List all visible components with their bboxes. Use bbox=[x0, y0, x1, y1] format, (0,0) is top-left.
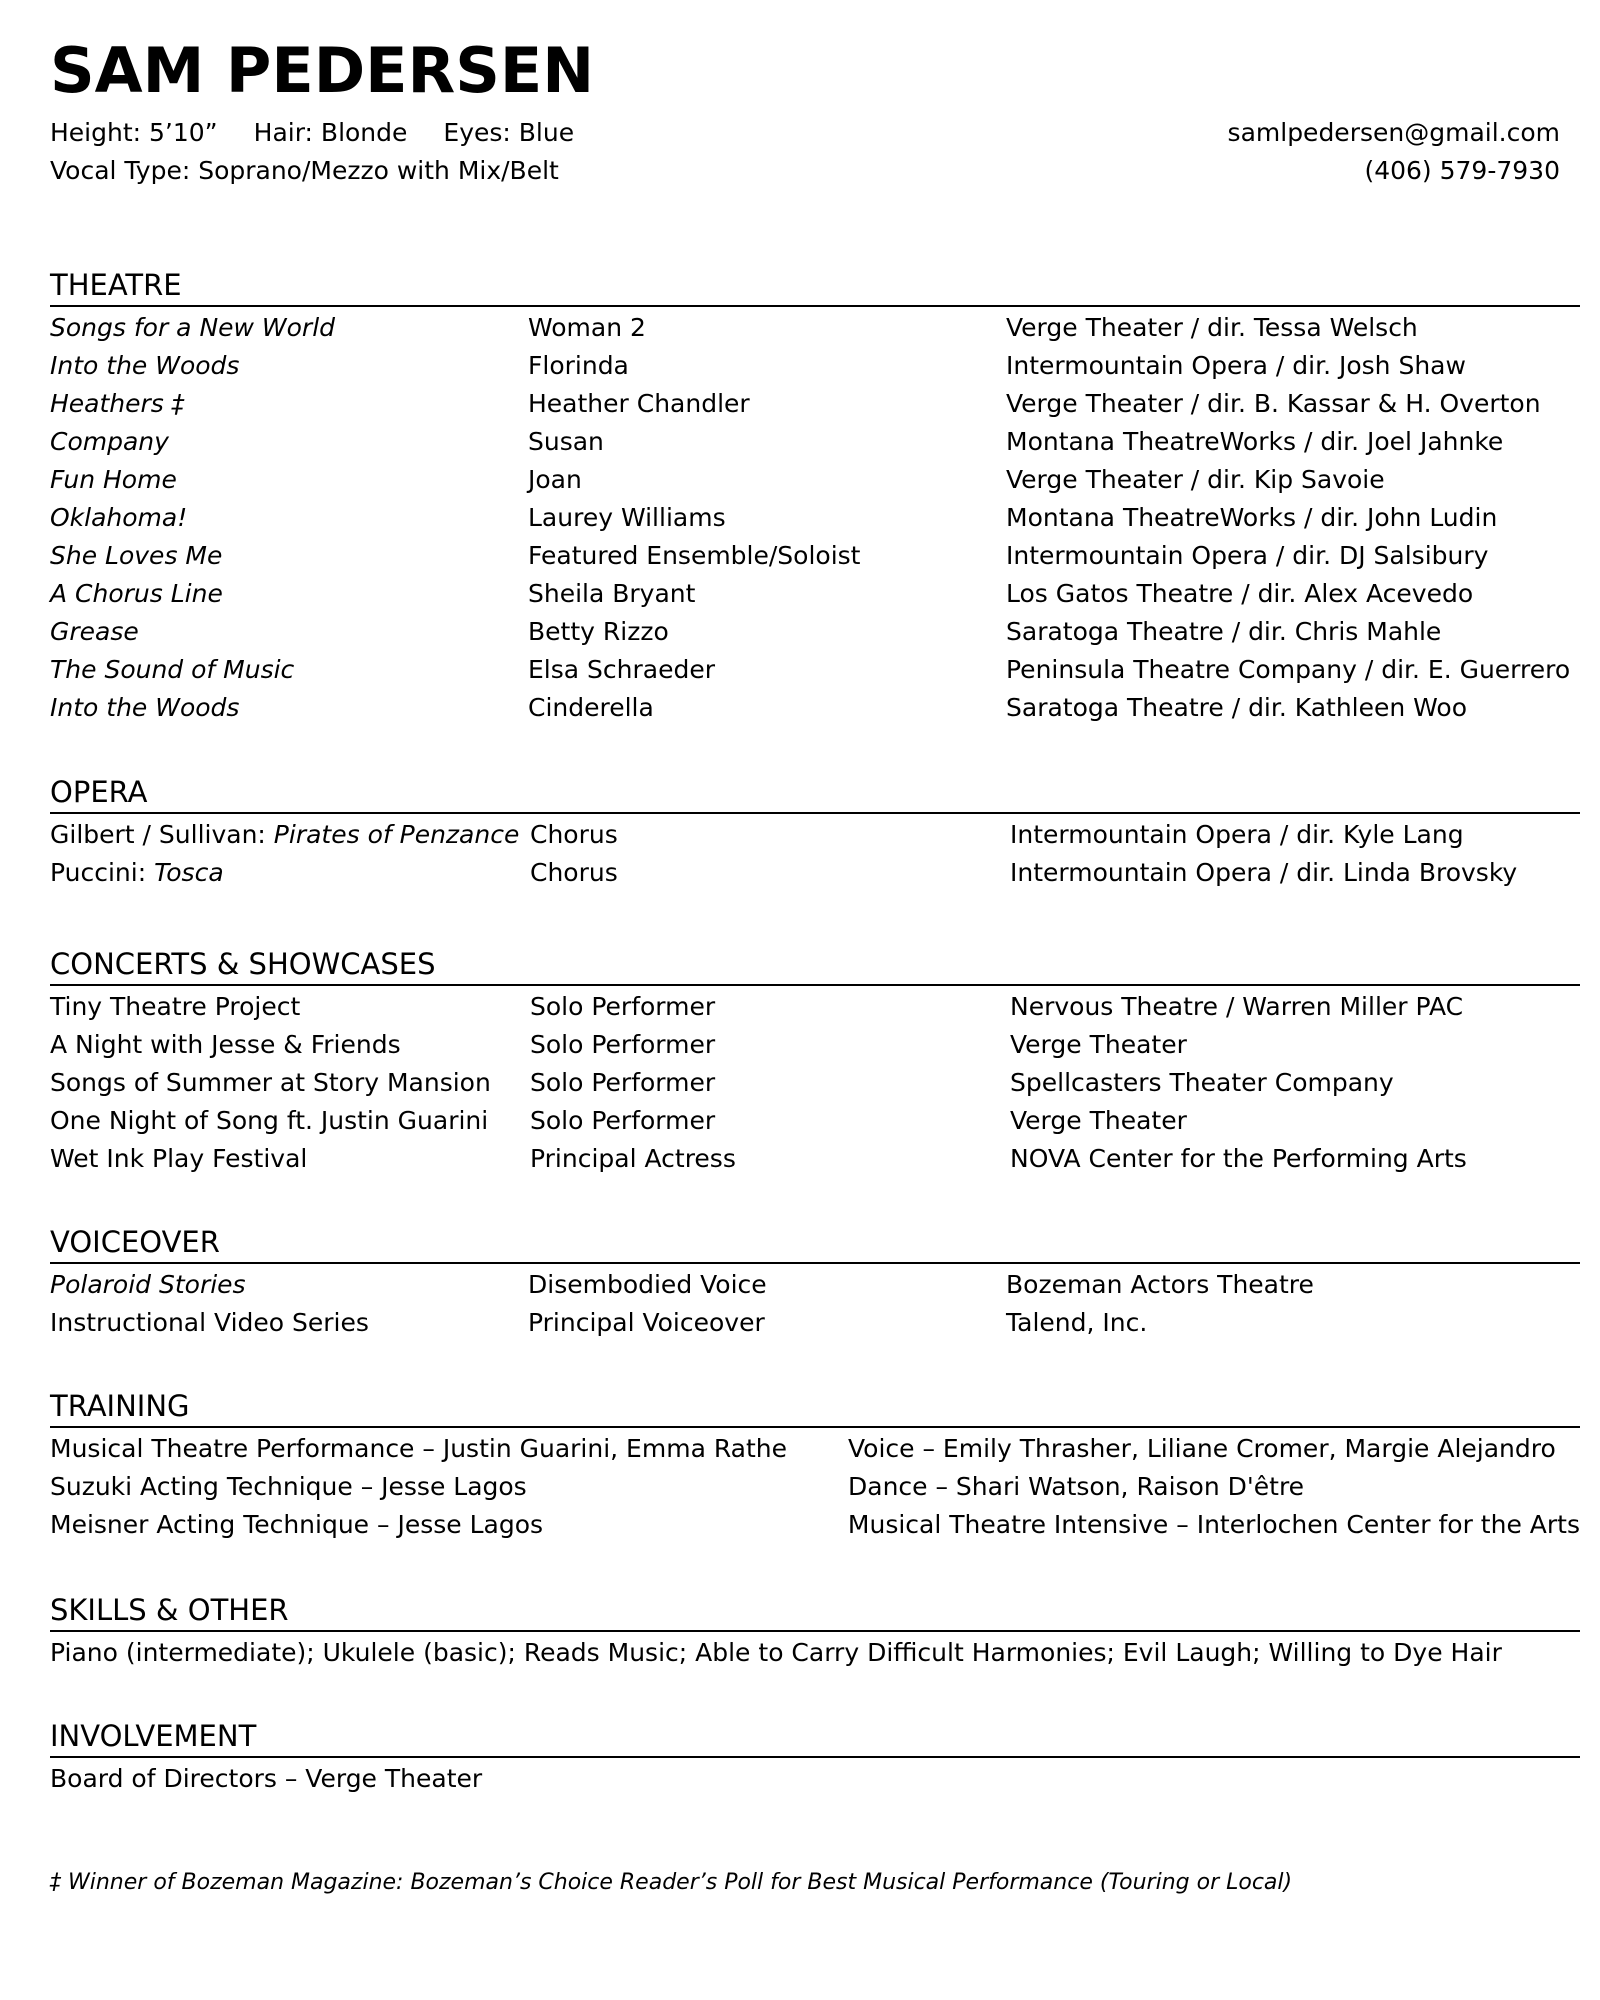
role: Heather Chandler bbox=[528, 389, 750, 418]
phone-text: (406) 579-7930 bbox=[1364, 156, 1560, 185]
table-row bbox=[50, 347, 1580, 385]
show-title: Fun Home bbox=[50, 465, 177, 494]
table-row bbox=[50, 988, 1580, 1026]
table-row bbox=[50, 1304, 1580, 1342]
training-item: Dance – Shari Watson, Raison D'être bbox=[848, 1472, 1305, 1501]
venue: Montana TheatreWorks / dir. John Ludin bbox=[1006, 503, 1498, 532]
show-title: Company bbox=[50, 427, 169, 456]
event: Songs of Summer at Story Mansion bbox=[50, 1068, 491, 1097]
table-row bbox=[50, 651, 1580, 689]
involvement-text: Board of Directors – Verge Theater bbox=[50, 1764, 483, 1793]
role: Florinda bbox=[528, 351, 629, 380]
table-row bbox=[50, 1102, 1580, 1140]
venue: Verge Theater bbox=[1010, 1030, 1187, 1059]
venue: Nervous Theatre / Warren Miller PAC bbox=[1010, 992, 1464, 1021]
role: Cinderella bbox=[528, 693, 654, 722]
venue: Saratoga Theatre / dir. Kathleen Woo bbox=[1006, 693, 1468, 722]
venue: Verge Theater / dir. Tessa Welsch bbox=[1006, 313, 1418, 342]
table-row bbox=[50, 423, 1580, 461]
training-item: Meisner Acting Technique – Jesse Lagos bbox=[50, 1510, 544, 1539]
role: Woman 2 bbox=[528, 313, 646, 342]
role: Betty Rizzo bbox=[528, 617, 669, 646]
table-row bbox=[50, 309, 1580, 347]
table-row bbox=[50, 537, 1580, 575]
table-row bbox=[50, 689, 1580, 727]
table-row bbox=[50, 499, 1580, 537]
concerts-section bbox=[50, 944, 1580, 1178]
show-title: Into the Woods bbox=[50, 351, 240, 380]
venue: Bozeman Actors Theatre bbox=[1006, 1270, 1314, 1299]
event: A Night with Jesse & Friends bbox=[50, 1030, 401, 1059]
section-title: VOICEOVER bbox=[50, 1222, 1580, 1264]
section-title: CONCERTS & SHOWCASES bbox=[50, 944, 1580, 986]
table-row bbox=[50, 1468, 1580, 1506]
role: Elsa Schraeder bbox=[528, 655, 715, 684]
vocal-type-text: Vocal Type: Soprano/Mezzo with Mix/Belt bbox=[50, 156, 559, 185]
show-title: Grease bbox=[50, 617, 139, 646]
training-item: Suzuki Acting Technique – Jesse Lagos bbox=[50, 1472, 527, 1501]
venue: Peninsula Theatre Company / dir. E. Guerrero bbox=[1006, 655, 1571, 684]
involvement-section bbox=[50, 1716, 1580, 1798]
show-title: Into the Woods bbox=[50, 693, 240, 722]
voiceover-section bbox=[50, 1222, 1580, 1342]
venue: Verge Theater / dir. B. Kassar & H. Overton bbox=[1006, 389, 1541, 418]
email-link[interactable]: samlpedersen@gmail.com bbox=[1227, 118, 1560, 147]
training-item: Musical Theatre Intensive – Interlochen Center for the Arts bbox=[847, 1510, 1580, 1539]
composer: Puccini: bbox=[50, 858, 155, 887]
role: Principal Actress bbox=[530, 1144, 736, 1173]
role: Solo Performer bbox=[530, 1106, 716, 1135]
composer: Gilbert / Sullivan: bbox=[50, 820, 274, 849]
skills-section bbox=[50, 1590, 1580, 1672]
table-row bbox=[50, 1266, 1580, 1304]
venue: Intermountain Opera / dir. Kyle Lang bbox=[1010, 820, 1464, 849]
work-title: Pirates of Penzance bbox=[273, 820, 520, 849]
role: Chorus bbox=[530, 820, 618, 849]
venue: Spellcasters Theater Company bbox=[1010, 1068, 1394, 1097]
section-title: INVOLVEMENT bbox=[50, 1716, 1580, 1758]
table-row bbox=[50, 613, 1580, 651]
work-title: Tosca bbox=[154, 858, 224, 887]
table-row bbox=[50, 816, 1580, 854]
section-title: TRAINING bbox=[50, 1386, 1580, 1428]
theatre-section bbox=[50, 265, 1580, 727]
role: Sheila Bryant bbox=[528, 579, 696, 608]
role: Joan bbox=[528, 465, 582, 494]
opera-section bbox=[50, 772, 1580, 892]
show-title: She Loves Me bbox=[50, 541, 223, 570]
show-title: Heathers ‡ bbox=[50, 389, 185, 418]
contact-block bbox=[50, 114, 1560, 190]
project: Instructional Video Series bbox=[50, 1308, 369, 1337]
venue: Intermountain Opera / dir. Linda Brovsky bbox=[1010, 858, 1518, 887]
resume-page bbox=[50, 30, 1580, 1895]
performer-name: SAM PEDERSEN bbox=[50, 34, 595, 107]
eyes-text: Eyes: Blue bbox=[443, 118, 575, 147]
table-row bbox=[50, 1430, 1580, 1468]
contact-info bbox=[1228, 114, 1560, 190]
table-row bbox=[50, 575, 1580, 613]
role: Solo Performer bbox=[530, 1030, 716, 1059]
table-row bbox=[50, 385, 1580, 423]
role: Solo Performer bbox=[530, 1068, 716, 1097]
training-section bbox=[50, 1386, 1580, 1544]
show-title: Oklahoma! bbox=[50, 503, 188, 532]
venue: Los Gatos Theatre / dir. Alex Acevedo bbox=[1006, 579, 1474, 608]
show-title: A Chorus Line bbox=[50, 579, 223, 608]
hair-text: Hair: Blonde bbox=[253, 118, 408, 147]
show-title: The Sound of Music bbox=[50, 655, 295, 684]
section-title: OPERA bbox=[50, 772, 1580, 814]
project: Polaroid Stories bbox=[50, 1270, 246, 1299]
show-title: Songs for a New World bbox=[50, 313, 336, 342]
training-item: Musical Theatre Performance – Justin Guarini, Emma Rathe bbox=[50, 1434, 787, 1463]
event: One Night of Song ft. Justin Guarini bbox=[50, 1106, 489, 1135]
venue: Intermountain Opera / dir. Josh Shaw bbox=[1006, 351, 1466, 380]
role: Laurey Williams bbox=[528, 503, 726, 532]
event: Tiny Theatre Project bbox=[50, 992, 301, 1021]
role: Disembodied Voice bbox=[528, 1270, 767, 1299]
role: Solo Performer bbox=[530, 992, 716, 1021]
role: Featured Ensemble/Soloist bbox=[528, 541, 861, 570]
table-row bbox=[50, 1026, 1580, 1064]
venue: Talend, Inc. bbox=[1006, 1308, 1148, 1337]
venue: Saratoga Theatre / dir. Chris Mahle bbox=[1006, 617, 1442, 646]
event: Wet Ink Play Festival bbox=[50, 1144, 308, 1173]
venue: Verge Theater bbox=[1010, 1106, 1187, 1135]
table-row bbox=[50, 854, 1580, 892]
venue: Verge Theater / dir. Kip Savoie bbox=[1006, 465, 1385, 494]
role: Chorus bbox=[530, 858, 618, 887]
role: Susan bbox=[528, 427, 604, 456]
height-text: Height: 5’10” bbox=[50, 118, 218, 147]
table-row bbox=[50, 1064, 1580, 1102]
venue: Montana TheatreWorks / dir. Joel Jahnke bbox=[1006, 427, 1504, 456]
section-title: SKILLS & OTHER bbox=[50, 1590, 1580, 1632]
training-item: Voice – Emily Thrasher, Liliane Cromer, Margie Alejandro bbox=[848, 1434, 1556, 1463]
venue: Intermountain Opera / dir. DJ Salsibury bbox=[1006, 541, 1489, 570]
skills-text: Piano (intermediate); Ukulele (basic); Reads Music; Able to Carry Difficult Harmonies; Evil Laugh; Willing to Dye Hair bbox=[50, 1638, 1502, 1667]
venue: NOVA Center for the Performing Arts bbox=[1010, 1144, 1467, 1173]
table-row bbox=[50, 461, 1580, 499]
table-row bbox=[50, 1506, 1580, 1544]
footnote: ‡ Winner of Bozeman Magazine: Bozeman’s Choice Reader’s Poll for Best Musical Performance (Touring or Local) bbox=[50, 1870, 1293, 1895]
table-row bbox=[50, 1140, 1580, 1178]
section-title: THEATRE bbox=[50, 265, 1580, 307]
role: Principal Voiceover bbox=[528, 1308, 765, 1337]
physical-info bbox=[50, 114, 574, 190]
